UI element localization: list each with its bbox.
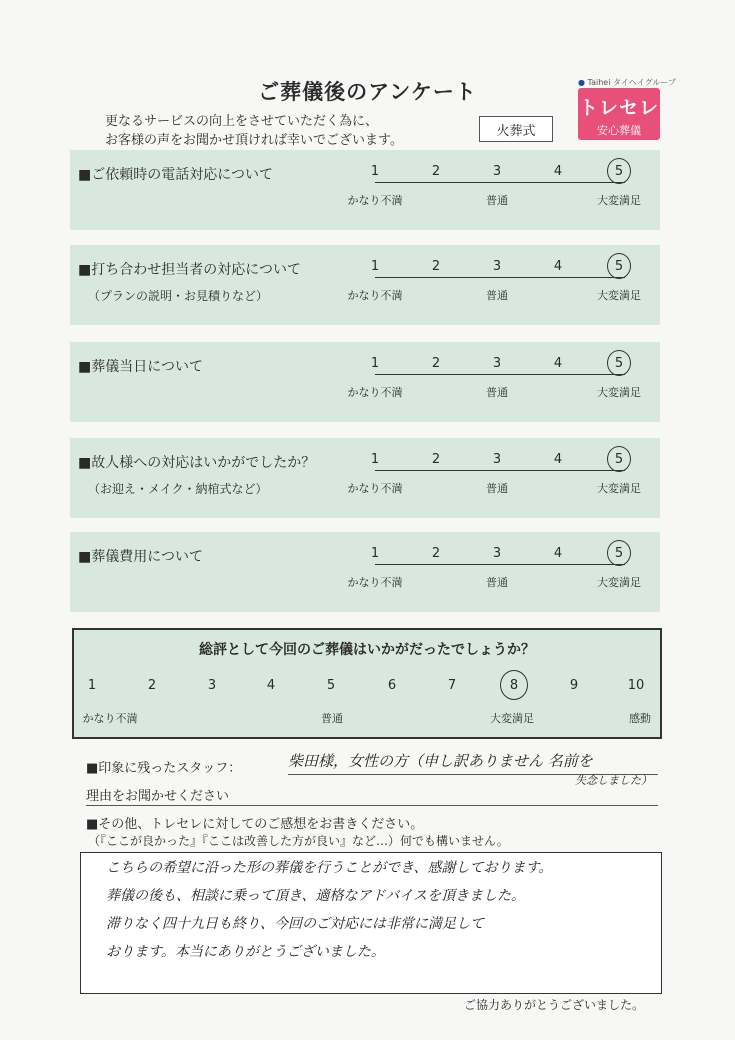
staff-answer: 柴田様，女性の方（申し訳ありません 名前を	[288, 752, 593, 770]
scale-low-label: かなり不満	[347, 386, 403, 399]
comments-label: ■その他、トレセレに対してのご感想をお書きください。	[86, 817, 424, 832]
rating-option-5[interactable]: 5	[614, 259, 624, 274]
question-block	[70, 532, 660, 612]
question-sub-label: （お迎え・メイク・納棺式など）	[88, 482, 268, 496]
rating-option-3[interactable]: 3	[492, 546, 502, 561]
scale-low-label: かなり不満	[347, 289, 403, 302]
overall-option-10[interactable]: 10	[627, 678, 645, 693]
ceremony-type-box: 火葬式	[479, 116, 553, 142]
brand-logo	[578, 88, 660, 140]
overall-top-label: 感動	[629, 712, 651, 725]
staff-answer-cont: 失念しました）	[575, 774, 652, 787]
rating-option-5[interactable]: 5	[614, 452, 624, 467]
staff-label: ■印象に残ったスタッフ：	[86, 761, 242, 776]
question-block	[70, 342, 660, 422]
survey-title: ご葬儀後のアンケート	[258, 80, 477, 104]
rating-option-1[interactable]: 1	[370, 546, 380, 561]
scale-mid-label: 普通	[486, 576, 508, 589]
scale-mid-label: 普通	[486, 386, 508, 399]
overall-option-2[interactable]: 2	[147, 678, 157, 693]
comments-box	[80, 852, 662, 994]
rating-option-3[interactable]: 3	[492, 259, 502, 274]
rating-scale-line	[375, 374, 625, 375]
selected-rating-circle	[607, 158, 631, 184]
question-block	[70, 245, 660, 325]
scale-high-label: 大変満足	[597, 386, 641, 399]
scale-low-label: かなり不満	[347, 482, 403, 495]
intro-line-2: お客様の声をお聞かせ頂ければ幸いでございます。	[105, 133, 403, 148]
scale-high-label: 大変満足	[597, 194, 641, 207]
overall-option-7[interactable]: 7	[447, 678, 457, 693]
scale-mid-label: 普通	[486, 289, 508, 302]
question-label: ■葬儀当日について	[78, 359, 203, 375]
selected-rating-circle	[607, 253, 631, 279]
overall-option-6[interactable]: 6	[387, 678, 397, 693]
rating-scale-line	[375, 470, 625, 471]
selected-rating-circle	[607, 446, 631, 472]
scale-low-label: かなり不満	[347, 194, 403, 207]
scale-high-label: 大変満足	[597, 289, 641, 302]
overall-option-1[interactable]: 1	[87, 678, 97, 693]
rating-option-5[interactable]: 5	[614, 356, 624, 371]
overall-option-4[interactable]: 4	[266, 678, 276, 693]
comment-line-2: 葬儀の後も、相談に乗って頂き、適格なアドバイスを頂きました。	[106, 888, 526, 904]
question-block	[70, 438, 660, 518]
rating-option-1[interactable]: 1	[370, 356, 380, 371]
scale-high-label: 大変満足	[597, 576, 641, 589]
scale-low-label: かなり不満	[347, 576, 403, 589]
rating-option-3[interactable]: 3	[492, 452, 502, 467]
overall-option-8[interactable]: 8	[509, 678, 519, 693]
logo-sub: 安心葬儀	[597, 124, 641, 137]
rating-option-4[interactable]: 4	[553, 164, 563, 179]
question-sub-label: （プランの説明・お見積りなど）	[88, 289, 269, 303]
comment-line-4: おります。本当にありがとうございました。	[106, 944, 385, 960]
rating-option-4[interactable]: 4	[553, 356, 563, 371]
selected-rating-circle	[607, 540, 631, 566]
intro-line-1: 更なるサービスの向上をさせていただく為に、	[105, 114, 379, 129]
scale-mid-label: 普通	[486, 194, 508, 207]
overall-high-label: 大変満足	[490, 712, 534, 725]
group-name: Taihei タイヘイグループ	[587, 78, 677, 87]
rating-option-4[interactable]: 4	[553, 259, 563, 274]
rating-option-2[interactable]: 2	[431, 164, 441, 179]
rating-option-3[interactable]: 3	[492, 356, 502, 371]
reason-underline	[86, 805, 658, 806]
rating-option-5[interactable]: 5	[614, 546, 624, 561]
rating-option-5[interactable]: 5	[614, 164, 624, 179]
overall-mid-label: 普通	[321, 712, 343, 725]
group-logo-text: ● Taihei タイヘイグループ	[578, 78, 677, 87]
overall-option-5[interactable]: 5	[326, 678, 336, 693]
comment-line-1: こちらの希望に沿った形の葬儀を行うことができ、感謝しております。	[106, 860, 553, 876]
overall-option-9[interactable]: 9	[569, 678, 579, 693]
question-label: ■葬儀費用について	[78, 549, 203, 565]
rating-option-4[interactable]: 4	[553, 452, 563, 467]
rating-option-1[interactable]: 1	[370, 164, 380, 179]
rating-option-1[interactable]: 1	[370, 452, 380, 467]
rating-option-2[interactable]: 2	[431, 259, 441, 274]
logo-main: トレセレ	[578, 97, 659, 119]
rating-option-4[interactable]: 4	[553, 546, 563, 561]
selected-overall-circle	[500, 670, 528, 700]
selected-rating-circle	[607, 350, 631, 376]
question-label: ■故人様への対応はいかがでしたか？	[78, 455, 316, 471]
rating-option-1[interactable]: 1	[370, 259, 380, 274]
question-block	[70, 150, 660, 230]
rating-option-2[interactable]: 2	[431, 452, 441, 467]
question-label: ■ご依頼時の電話対応について	[78, 167, 273, 183]
overall-title: 総評として今回のご葬儀はいかがだったでしょうか？	[199, 642, 535, 658]
rating-option-2[interactable]: 2	[431, 356, 441, 371]
rating-option-3[interactable]: 3	[492, 164, 502, 179]
rating-scale-line	[375, 277, 625, 278]
rating-scale-line	[375, 564, 625, 565]
overall-option-3[interactable]: 3	[207, 678, 217, 693]
rating-scale-line	[375, 182, 625, 183]
question-label: ■打ち合わせ担当者の対応について	[78, 262, 301, 278]
rating-option-2[interactable]: 2	[431, 546, 441, 561]
intro-text	[105, 112, 403, 150]
overall-low-label: かなり不満	[82, 712, 138, 725]
comments-hint: （『ここが良かった』『ここは改善した方が良い』など…）何でも構いません。	[88, 834, 509, 848]
footer-thanks: ご協力ありがとうございました。	[464, 998, 645, 1012]
scale-mid-label: 普通	[486, 482, 508, 495]
overall-rating-box	[72, 628, 662, 739]
comment-line-3: 滞りなく四十九日も終り、今回のご対応には非常に満足して	[106, 916, 484, 932]
reason-label: 理由をお聞かせください	[86, 789, 230, 804]
scale-high-label: 大変満足	[597, 482, 641, 495]
